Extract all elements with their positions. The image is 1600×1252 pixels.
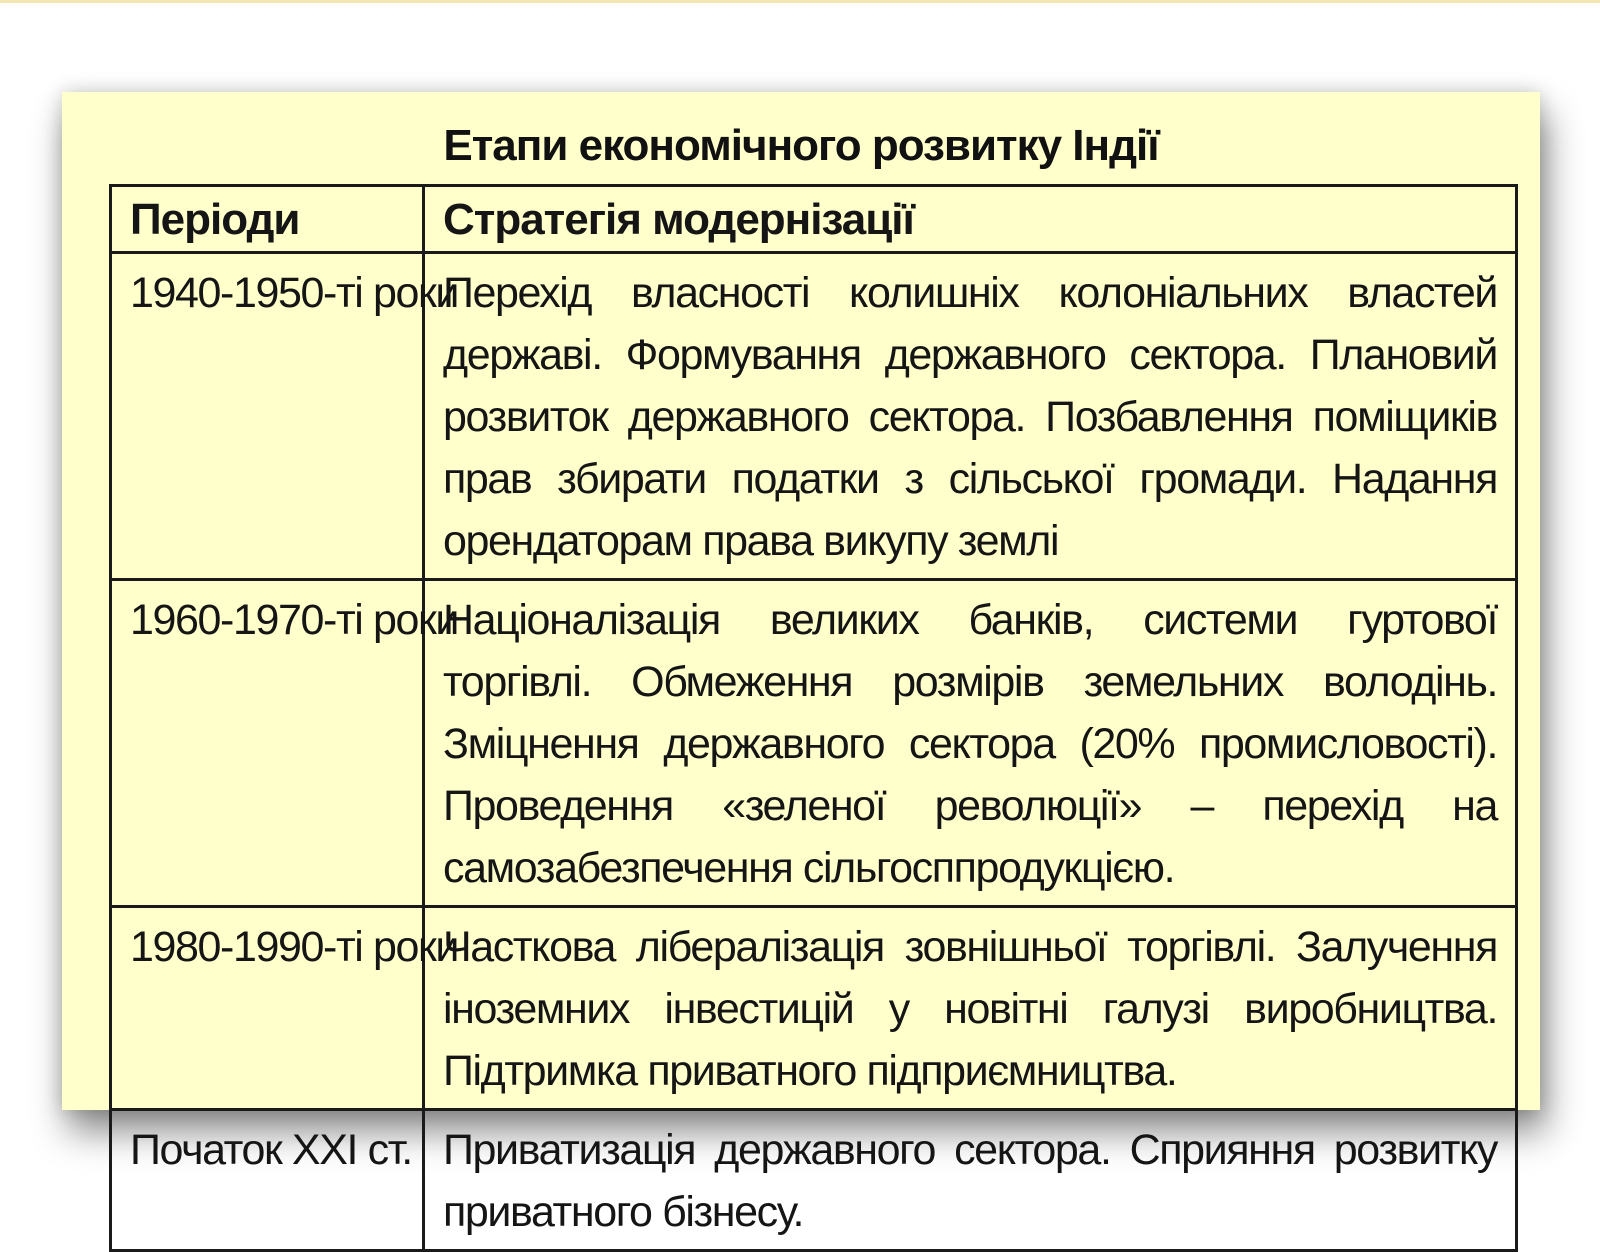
row-period: 1980-1990-ті роки <box>111 907 424 1110</box>
row-period: 1960-1970-ті роки <box>111 580 424 907</box>
header-strategy: Стратегія модернізації <box>424 186 1517 253</box>
slide-title: Етапи економічного розвитку Індії <box>443 121 1159 170</box>
table-row <box>111 580 1517 907</box>
header-periods: Періоди <box>111 186 424 253</box>
row-strategy: Часткова лібералізація зовнішньої торгівлі. Залучення іноземних інвестицій у новітні галузі виробництва. Підтримка приватного підприємництва. <box>424 907 1517 1110</box>
row-period: 1940-1950-ті роки <box>111 253 424 580</box>
top-divider <box>0 0 1600 3</box>
table-row <box>111 253 1517 580</box>
row-period: Початок ХХІ ст. <box>111 1110 424 1251</box>
slide-card <box>62 92 1540 1236</box>
row-strategy: Націоналізація великих банків, системи гуртової торгівлі. Обмеження розмірів земельних володінь. Зміцнення державного сектора (20% промисловості). Проведення «зеленої революції» – перехід на самозабезпечення сільгосппродукцією. <box>424 580 1517 907</box>
table-row <box>111 907 1517 1110</box>
row-strategy: Приватизація державного сектора. Сприяння розвитку приватного бізнесу. <box>424 1110 1517 1251</box>
table-header-row <box>111 186 1517 253</box>
row-strategy: Перехід власності колишніх колоніальних властей державі. Формування державного сектора. Плановий розвиток державного сектора. Позбавлення поміщиків прав збирати податки з сільської громади. Надання орендаторам права викупу землі <box>424 253 1517 580</box>
table-row <box>111 1110 1517 1251</box>
stages-table <box>109 184 1518 1252</box>
